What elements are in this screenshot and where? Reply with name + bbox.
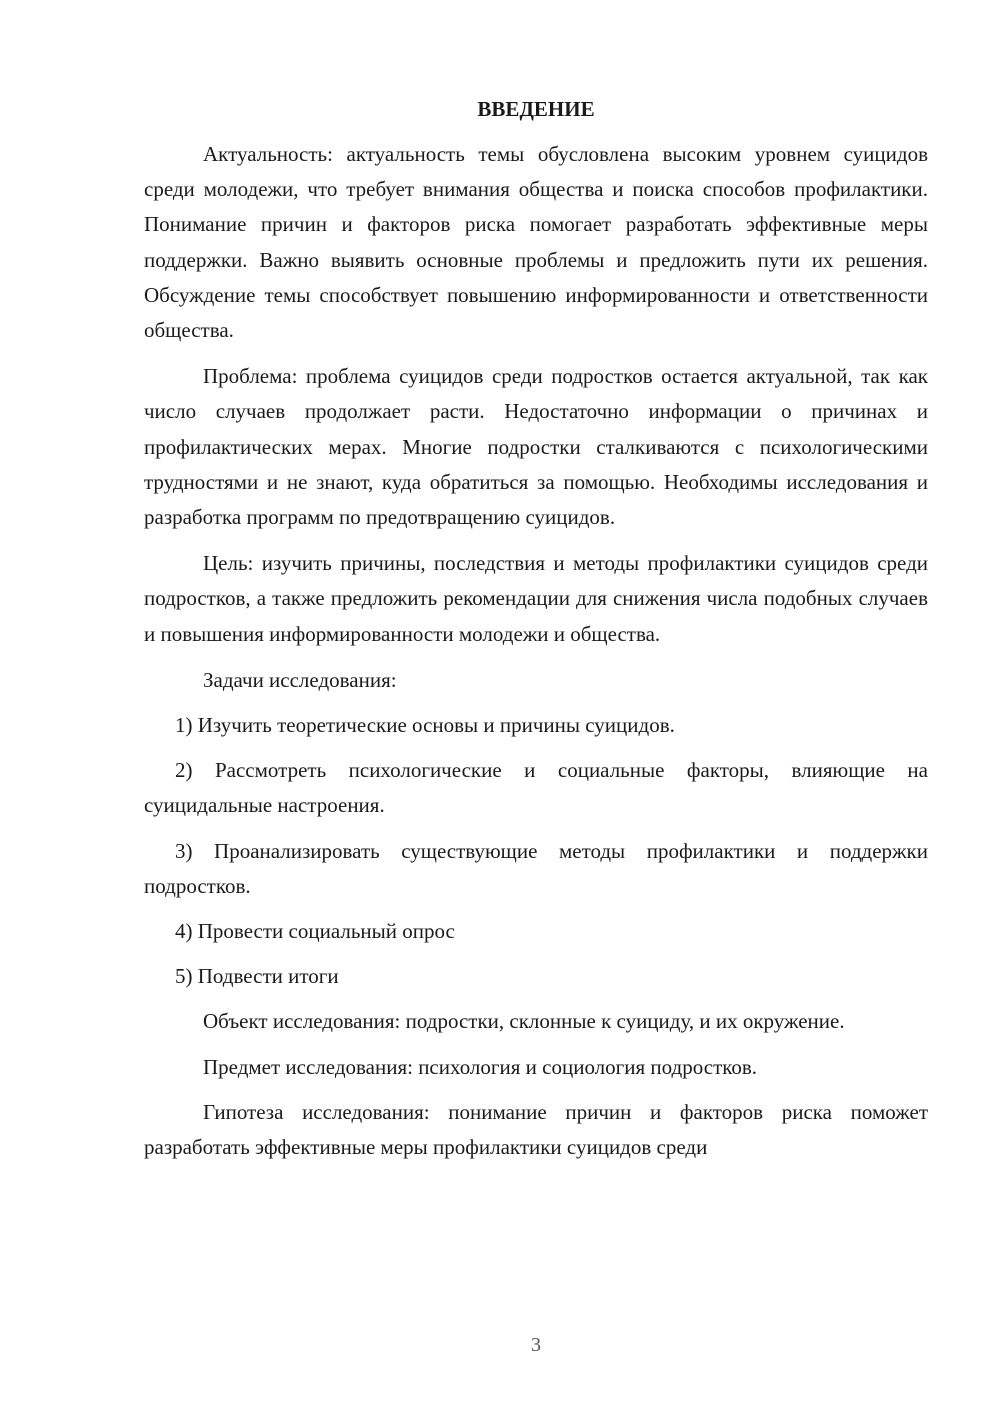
document-page: [144, 92, 928, 1165]
task-item-2: 2) Рассмотреть психологические и социальные факторы, влияющие на суицидальные настроения.: [144, 758, 928, 818]
task-item-4: 4) Провести социальный опрос: [175, 919, 455, 944]
paragraph-goal: Цель: изучить причины, последствия и методы профилактики суицидов среди подростков, а также предложить рекомендации для снижения числа подобных случаев и повышения информированности молодежи и общества.: [144, 551, 928, 646]
paragraph-object: Объект исследования: подростки, склонные к суициду, и их окружение.: [203, 1009, 845, 1034]
document-heading: ВВЕДЕНИЕ: [477, 97, 595, 121]
task-item-1: 1) Изучить теоретические основы и причины суицидов.: [175, 713, 675, 738]
task-item-3: 3) Проанализировать существующие методы профилактики и поддержки подростков.: [144, 838, 928, 898]
paragraph-problem: Проблема: проблема суицидов среди подростков остается актуальной, так как число случаев продолжает расти. Недостаточно информации о причинах и профилактических мерах. Многие подростки сталкиваются с психологическими трудностями и не знают, куда обратиться за помощью. Необходимы исследования и разработка программ по предотвращению суицидов.: [144, 364, 928, 530]
paragraph-hypothesis: Гипотеза исследования: понимание причин и факторов риска поможет разработать эффективные меры профилактики суицидов среди: [144, 1099, 928, 1160]
paragraph-subject: Предмет исследования: психология и социология подростков.: [203, 1054, 758, 1079]
page-number: 3: [531, 1334, 541, 1356]
tasks-title: Задачи исследования:: [203, 667, 397, 692]
task-item-5: 5) Подвести итоги: [175, 964, 339, 989]
paragraph-relevance: Актуальность: актуальность темы обусловлена высоким уровнем суицидов среди молодежи, что требует внимания общества и поиска способов профилактики. Понимание причин и факторов риска помогает разработать эффективные меры поддержки. Важно выявить основные проблемы и предложить пути их решения. Обсуждение темы способствует повышению информированности и ответственности общества.: [144, 142, 928, 343]
